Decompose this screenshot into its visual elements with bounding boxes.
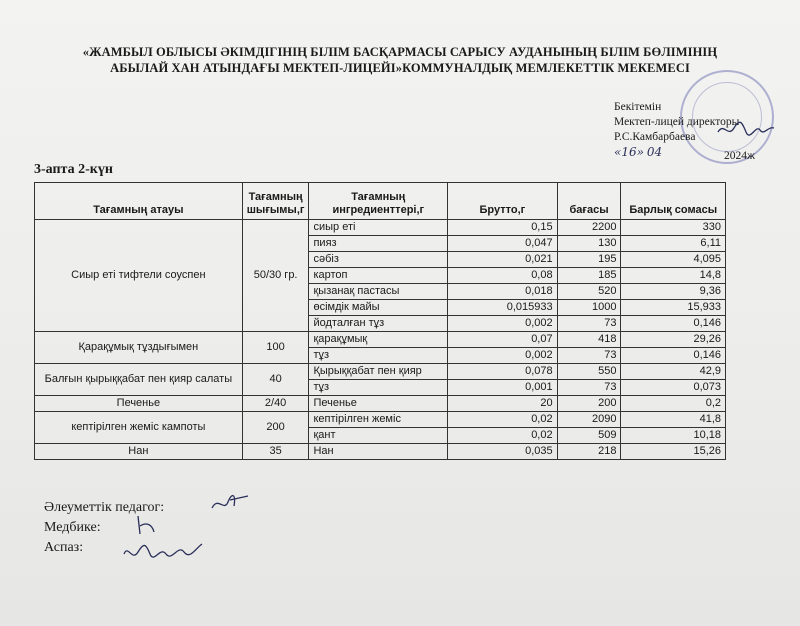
menu-table-body	[35, 220, 726, 460]
table-row	[35, 444, 726, 460]
ingredient-cell: тұз	[309, 380, 448, 396]
menu-table	[34, 182, 726, 460]
header-total: Барлық сомасы	[621, 183, 726, 220]
price-cell: 550	[557, 364, 621, 380]
total-cell: 0,2	[621, 396, 726, 412]
nurse-label: Медбике:	[44, 520, 101, 535]
price-cell: 185	[557, 268, 621, 284]
week-day-title: 3-апта 2-күн	[34, 162, 113, 177]
ingredient-cell: сәбіз	[309, 252, 448, 268]
total-cell: 4,095	[621, 252, 726, 268]
dish-output: 2/40	[242, 396, 309, 412]
ingredient-cell: сиыр еті	[309, 220, 448, 236]
table-row	[35, 220, 726, 236]
price-cell: 195	[557, 252, 621, 268]
brutto-cell: 0,015933	[448, 300, 558, 316]
dish-output: 100	[242, 332, 309, 364]
brutto-cell: 0,002	[448, 316, 558, 332]
dish-name: Балғын қырыққабат пен қияр салаты	[35, 364, 243, 396]
price-cell: 2090	[557, 412, 621, 428]
total-cell: 29,26	[621, 332, 726, 348]
cook-label: Аспаз:	[44, 540, 84, 555]
brutto-cell: 0,001	[448, 380, 558, 396]
dish-output: 40	[242, 364, 309, 396]
director-signature	[716, 118, 776, 140]
brutto-cell: 0,078	[448, 364, 558, 380]
dish-name: Қарақұмық тұздығымен	[35, 332, 243, 364]
ingredient-cell: Печенье	[309, 396, 448, 412]
approval-title: Бекітемін	[614, 101, 662, 113]
brutto-cell: 0,08	[448, 268, 558, 284]
brutto-cell: 0,035	[448, 444, 558, 460]
header-line-2: АБЫЛАЙ ХАН АТЫНДАҒЫ МЕКТЕП-ЛИЦЕЙІ»КОММУНАЛДЫҚ МЕМЛЕКЕТТІК МЕКЕМЕСІ	[110, 61, 690, 75]
total-cell: 15,26	[621, 444, 726, 460]
brutto-cell: 0,02	[448, 428, 558, 444]
dish-name: Печенье	[35, 396, 243, 412]
approval-date-day: «16»	[614, 145, 644, 159]
dish-output: 35	[242, 444, 309, 460]
total-cell: 42,9	[621, 364, 726, 380]
price-cell: 1000	[557, 300, 621, 316]
social-pedagogue-signature	[208, 490, 252, 516]
approval-date-year: 2024ж	[724, 150, 755, 162]
price-cell: 73	[557, 316, 621, 332]
ingredient-cell: Қырыққабат пен қияр	[309, 364, 448, 380]
price-cell: 509	[557, 428, 621, 444]
total-cell: 9,36	[621, 284, 726, 300]
dish-name: Нан	[35, 444, 243, 460]
dish-output: 200	[242, 412, 309, 444]
price-cell: 73	[557, 348, 621, 364]
brutto-cell: 20	[448, 396, 558, 412]
price-cell: 520	[557, 284, 621, 300]
ingredient-cell: Нан	[309, 444, 448, 460]
dish-output: 50/30 гр.	[242, 220, 309, 332]
header-ingredients: Тағамның ингредиенттері,г	[309, 183, 448, 220]
header-output: Тағамның шығымы,г	[242, 183, 309, 220]
institution-header	[40, 44, 760, 76]
table-row	[35, 364, 726, 380]
social-pedagogue-label: Әлеуметтік педагог:	[44, 500, 165, 515]
header-brutto: Брутто,г	[448, 183, 558, 220]
brutto-cell: 0,018	[448, 284, 558, 300]
dish-name: кептірілген жеміс кампоты	[35, 412, 243, 444]
header-dish-name: Тағамның атауы	[35, 183, 243, 220]
table-row	[35, 396, 726, 412]
nurse-signature	[132, 512, 162, 538]
ingredient-cell: картоп	[309, 268, 448, 284]
approval-director-name: Р.С.Камбарбаева	[614, 131, 696, 143]
header-line-1: «ЖАМБЫЛ ОБЛЫСЫ ӘКІМДІГІНІҢ БІЛІМ БАСҚАРМАСЫ САРЫСУ АУДАНЫНЫҢ БІЛІМ БӨЛІМІНІҢ	[82, 45, 718, 59]
brutto-cell: 0,021	[448, 252, 558, 268]
table-header-row	[35, 183, 726, 220]
approval-date-month: 04	[646, 145, 663, 159]
ingredient-cell: пияз	[309, 236, 448, 252]
table-row	[35, 332, 726, 348]
price-cell: 130	[557, 236, 621, 252]
dish-name: Сиыр еті тифтели соуспен	[35, 220, 243, 332]
price-cell: 200	[557, 396, 621, 412]
brutto-cell: 0,047	[448, 236, 558, 252]
header-price: бағасы	[557, 183, 621, 220]
ingredient-cell: қарақұмық	[309, 332, 448, 348]
approval-date	[614, 145, 784, 161]
cook-signature	[118, 536, 208, 568]
total-cell: 0,146	[621, 348, 726, 364]
ingredient-cell: кептірілген жеміс	[309, 412, 448, 428]
ingredient-cell: йодталған тұз	[309, 316, 448, 332]
total-cell: 6,11	[621, 236, 726, 252]
total-cell: 41,8	[621, 412, 726, 428]
ingredient-cell: тұз	[309, 348, 448, 364]
ingredient-cell: қызанақ пастасы	[309, 284, 448, 300]
brutto-cell: 0,07	[448, 332, 558, 348]
brutto-cell: 0,02	[448, 412, 558, 428]
total-cell: 0,146	[621, 316, 726, 332]
price-cell: 418	[557, 332, 621, 348]
brutto-cell: 0,15	[448, 220, 558, 236]
ingredient-cell: қант	[309, 428, 448, 444]
table-row	[35, 412, 726, 428]
total-cell: 14,8	[621, 268, 726, 284]
total-cell: 0,073	[621, 380, 726, 396]
price-cell: 73	[557, 380, 621, 396]
brutto-cell: 0,002	[448, 348, 558, 364]
total-cell: 15,933	[621, 300, 726, 316]
total-cell: 10,18	[621, 428, 726, 444]
approval-position: Мектеп-лицей директоры	[614, 116, 740, 128]
price-cell: 218	[557, 444, 621, 460]
price-cell: 2200	[557, 220, 621, 236]
total-cell: 330	[621, 220, 726, 236]
ingredient-cell: өсімдік майы	[309, 300, 448, 316]
